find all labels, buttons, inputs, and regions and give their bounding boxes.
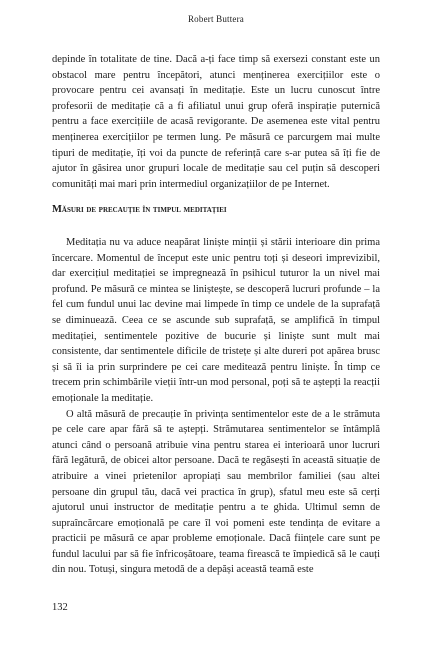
intro-paragraph (52, 52, 380, 192)
section-paragraph-2: O altă măsură de precauție în privința sentimentelor este de a le strămuta pe cele care apar fără să te aștepți. Strămutarea sentimentelor se întâmplă atunci când o persoană atribuie vina pentru starea ei interioară unor lucruri fără legătură, de obicei altor persoane. Dacă te regăsești în această situație de atribuire a vinei prietenilor apropiați sau membrilor familiei (sau altei persoane din grupul tău, dacă vei practica în grup), sfatul meu este să cerți ajutorul unui instructor de meditație pentru a te ghida. Ultimul semn de supraîncărcare emoțională pe care îl voi pomeni este tendința de evitare a practicii pe măsură ce apar probleme emoționale. Dacă ființele care sunt pe fundul lacului par să fie înfricoșătoare, teama firească te împiedică să le cauți din nou. Totuși, singura metodă de a depăși această teamă este (52, 408, 380, 576)
section-paragraph-1: Meditația nu va aduce neapărat liniște minții și stării interioare din prima încercare. Momentul de început este unic pentru toți și deseori imprevizibil, dar exercițiul meditației se impregnează în psihicul tuturor la un nivel mai profund. Pe măsură ce mintea se liniștește, se descoperă lucruri profunde – la fel cum fundul unui lac devine mai limpede în timp ce undele de la suprafață se diminuează. Ceea ce se ascunde sub suprafață, se amplifică în timpul meditației, sentimentele pozitive de bucurie și liniște sunt mult mai consistente, dar sentimentele dificile de tristețe și alte dureri pot apărea brusc și să îi ia prin surprindere pe cei care meditează pentru liniște. În timp ce trecem prin schimbările vieții într-un mod personal, poți să te aștepți la reacții emoționale la meditație. (52, 237, 380, 404)
paragraph-text: depinde în totalitate de tine. Dacă a-ți face timp să exersezi constant este un obstacol mare pentru începători, atunci menținerea exercițiilor este o provocare pentru cei avansați în meditație. Este un lucru cunoscut între profesorii de meditație că a fi afiliatul unui grup oferă inspirație puternică pentru a face exercițiile de acasă revigorante. De asemenea este vital pentru menținerea exercițiilor pe termen lung. Pe măsură ce parcurgem mai multe tipuri de meditație, îți voi da puncte de referință care s-ar putea să îți fie de ajutor în găsirea unor grupuri locale de meditație sau cel puțin să descoperi comunități mai mari prin intermediul organizațiilor de pe Internet. (52, 54, 380, 190)
running-head: Robert Buttera (187, 14, 245, 24)
page-number: 132 (52, 602, 68, 613)
section-body (52, 235, 380, 578)
section-heading: Măsuri de precauție în timpul meditației (52, 204, 227, 215)
